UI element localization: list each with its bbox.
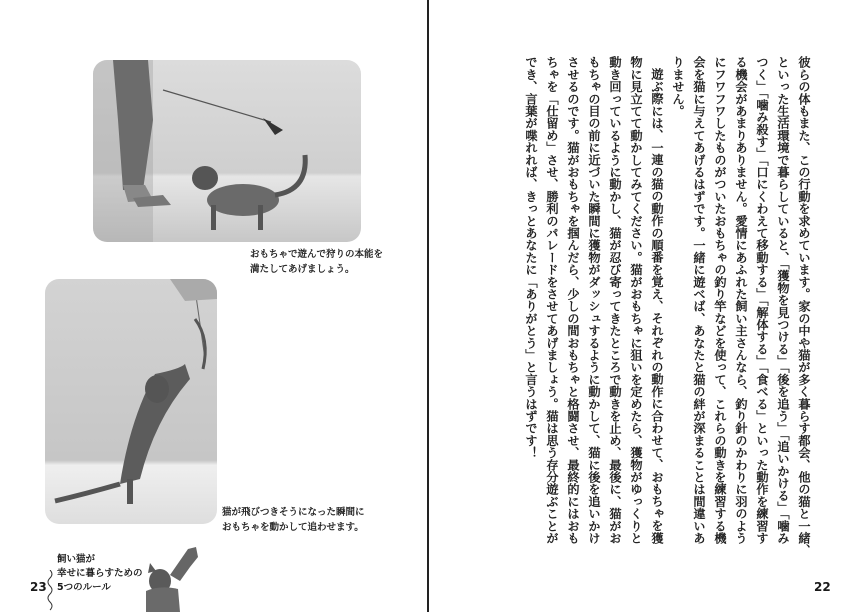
text-column: 会を猫に与えてあげるはずです。一緒に遊べば、あなたと猫の絆が深まることは間違いあ <box>692 56 706 544</box>
text-column: もちゃの目の前に近づいた瞬間に獲物がダッシュするように動かして、猫に後を追いかけ <box>587 56 601 544</box>
cat-jumping-photo-illustration <box>45 279 217 524</box>
text-column: 物に見立てて動かしてみてください。猫がおもちゃに狙いを定めたら、獲物がゆっくりと <box>629 56 643 544</box>
cat-toy-photo-illustration <box>93 60 361 242</box>
text-column: ちゃを「仕留め」させ、勝利のパレードをさせてあげましょう。猫は思う存分遊ぶことが <box>545 56 559 544</box>
text-column: りません。 <box>671 56 685 117</box>
photo-person-playing-with-cat <box>93 60 361 242</box>
text-column: させるのです。猫がおもちゃを掴んだら、少しの間おもちゃと格闘させ、最終的にはおも <box>566 56 580 544</box>
text-column: つく」「噛み殺す」「口にくわえて移動する」「解体する」「食べる」といった動作を練習す <box>755 56 769 544</box>
text-column: る機会があまりありません。愛情にあふれた飼い主さんなら、釣り針のかわりに羽のよう <box>734 56 748 544</box>
running-title-line: 幸せに暮らすための <box>57 568 143 579</box>
text-column: 彼らの体もまた、この行動を求めています。家の中や猫が多く暮らす都会、他の猫と一緒、 <box>797 56 811 557</box>
body-text <box>520 56 814 557</box>
photo-cat-jumping <box>45 279 217 524</box>
caption-line: おもちゃで遊んで狩りの本能を <box>250 249 384 260</box>
text-column: といった生活環境で暮らしていると、「獲物を見つける」「後を追う」「追いかける」「噛み <box>776 56 790 544</box>
running-title <box>57 553 143 595</box>
caption-line: 満たしてあげましょう。 <box>250 264 355 275</box>
caption-line: 猫が飛びつきそうになった瞬間に <box>222 507 365 518</box>
squiggle-divider-icon <box>46 570 54 612</box>
running-title-line: 飼い猫が <box>57 554 96 565</box>
page-number-right: 22 <box>814 580 831 594</box>
text-column: でき、言葉が喋れれば、きっとあなたに「ありがとう」と言うはずです！ <box>524 56 538 459</box>
photo-caption-2 <box>222 505 365 535</box>
text-column: にフワフワしたものがついたおもちゃの釣り竿などを使って、これらの動きを練習する機 <box>713 56 727 544</box>
page-number-left: 23 <box>30 580 47 594</box>
text-column: 動き回っているように動かし、猫が忍び寄ってきたところで動きを止め、最後に、猫がお <box>608 56 622 544</box>
running-title-line: 5つのルール <box>57 582 111 593</box>
text-column: 遊ぶ際には、一連の猫の動作の順番を覚え、それぞれの動作に合わせて、おもちゃを獲 <box>650 68 664 544</box>
cat-mascot-icon <box>140 545 205 612</box>
photo-caption-1 <box>250 247 383 277</box>
caption-line: おもちゃを動かして追わせます。 <box>222 522 364 533</box>
page-gutter <box>427 0 429 612</box>
